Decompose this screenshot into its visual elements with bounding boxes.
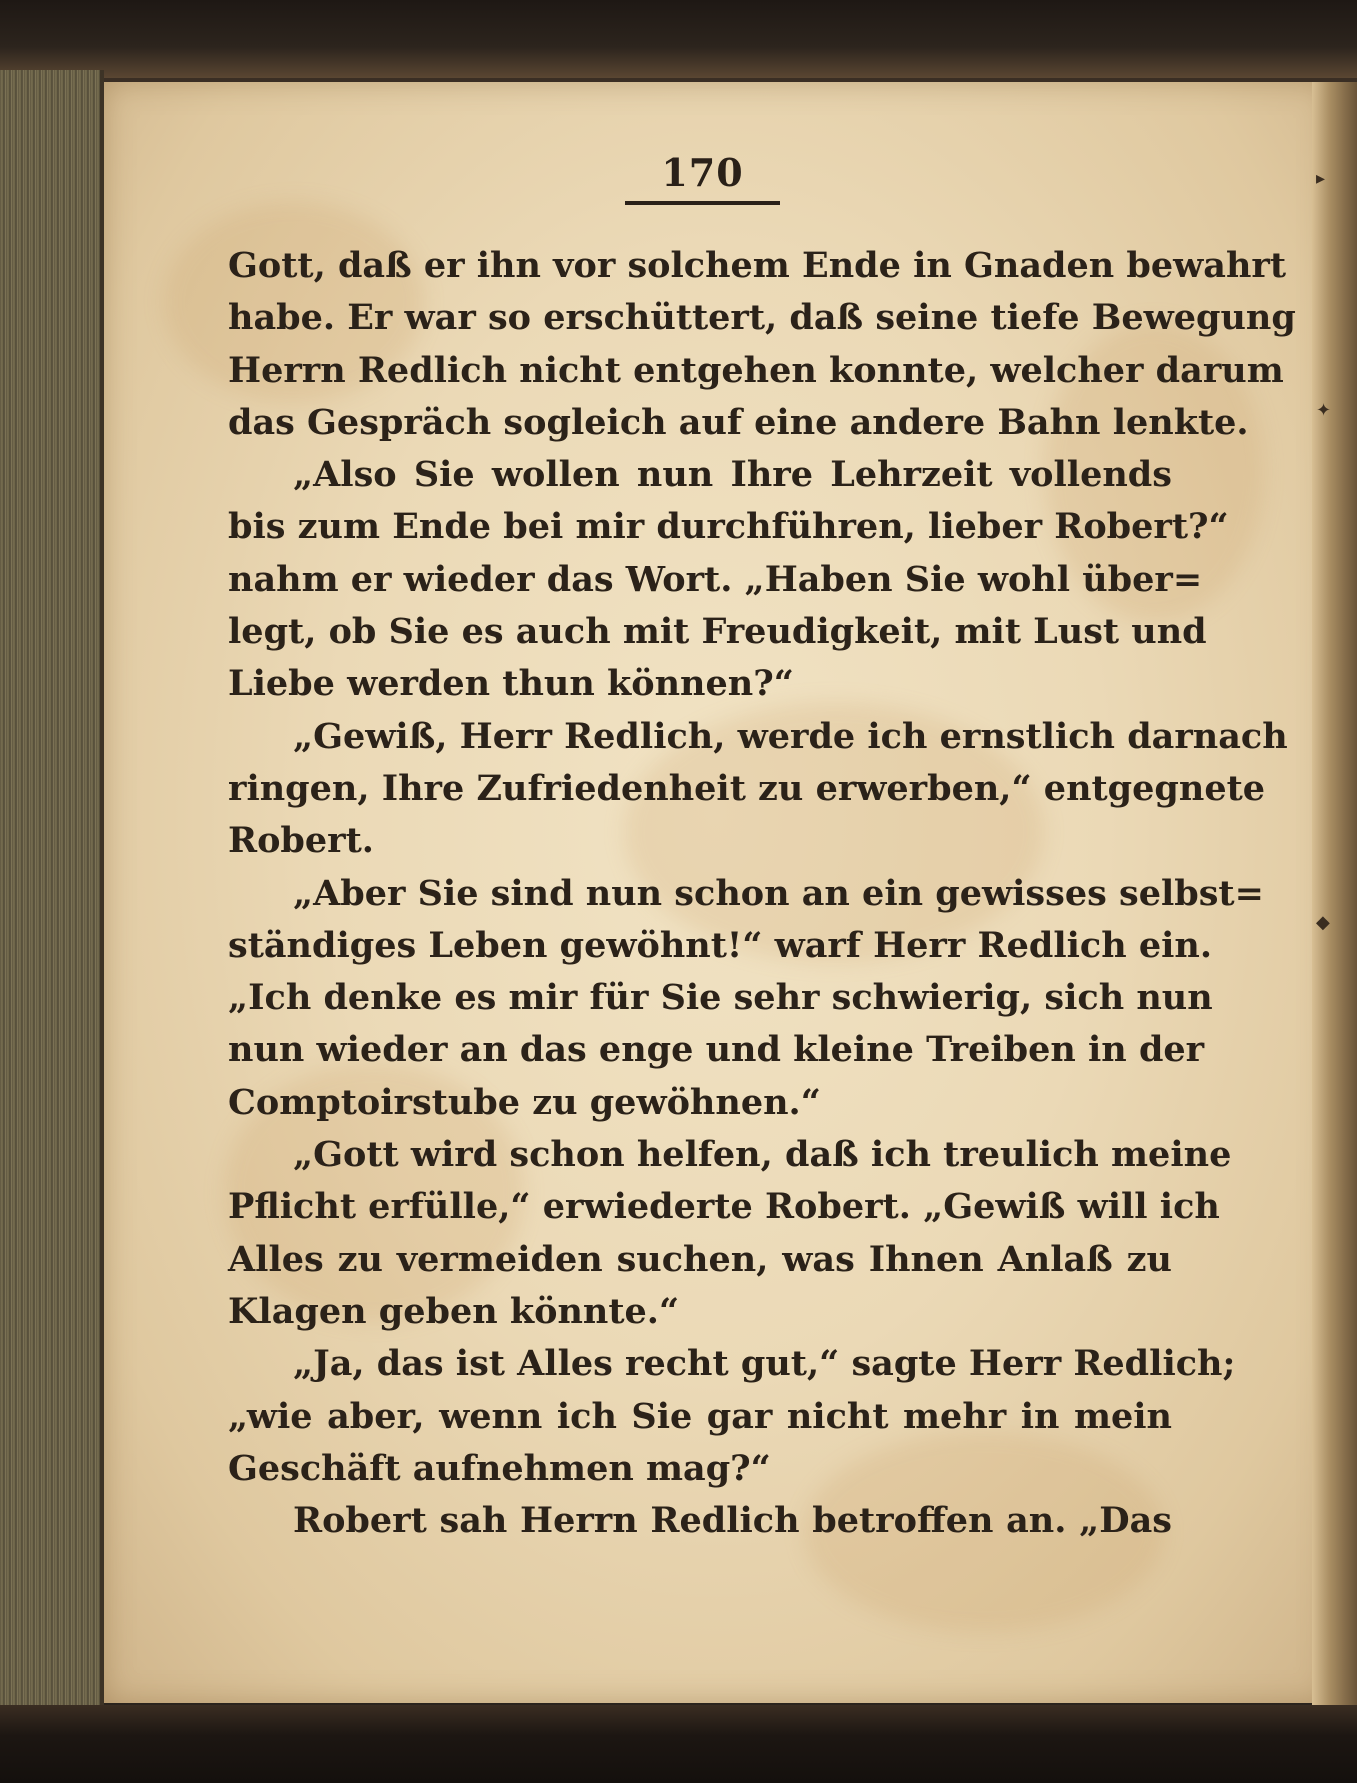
text-line: Alles zu vermeiden suchen, was Ihnen Anlaß zu <box>228 1238 1172 1280</box>
margin-mark: ▸ <box>1316 168 1326 189</box>
text-line: „Gott wird schon helfen, daß ich treulich meine <box>293 1134 1232 1176</box>
margin-mark: ✦ <box>1316 400 1332 421</box>
body-text <box>228 240 1296 1547</box>
text-line: „Ich denke es mir für Sie sehr schwierig, sich nun <box>228 977 1213 1019</box>
text-line: Pflicht erfülle,“ erwiederte Robert. „Gewiß will ich <box>228 1186 1220 1228</box>
text-line: Liebe werden thun können?“ <box>228 663 794 705</box>
text-line: „Ja, das ist Alles recht gut,“ sagte Herr Redlich; <box>293 1343 1236 1385</box>
text-line: nun wieder an das enge und kleine Treiben in der <box>228 1029 1205 1071</box>
page-number: 170 <box>661 150 744 195</box>
text-line: nahm er wieder das Wort. „Haben Sie wohl über= <box>228 558 1203 600</box>
text-line: Comptoirstube zu gewöhnen.“ <box>228 1081 821 1123</box>
text-line: habe. Er war so erschüttert, daß seine tiefe Bewegung <box>228 297 1296 339</box>
margin-mark: ◆ <box>1316 912 1330 933</box>
page-number-rule <box>625 201 780 205</box>
text-line: Robert sah Herrn Redlich betroffen an. „Das <box>293 1500 1172 1542</box>
text-line: „Also Sie wollen nun Ihre Lehrzeit vollends <box>293 454 1172 496</box>
text-line: Klagen geben könnte.“ <box>228 1290 680 1332</box>
book-gutter <box>1312 82 1357 1707</box>
text-line: „Aber Sie sind nun schon an ein gewisses selbst= <box>293 872 1264 914</box>
text-line: Gott, daß er ihn vor solchem Ende in Gnaden bewahrt <box>228 245 1286 286</box>
book-top-edge <box>0 0 1357 78</box>
text-line: „Gewiß, Herr Redlich, werde ich ernstlich darnach <box>293 715 1288 757</box>
book-bottom-edge <box>0 1705 1357 1783</box>
text-line: Herrn Redlich nicht entgehen konnte, welcher darum <box>228 349 1284 391</box>
text-line: bis zum Ende bei mir durchführen, lieber Robert?“ <box>228 506 1229 548</box>
page-edges <box>0 70 104 1715</box>
text-line: ständiges Leben gewöhnt!“ warf Herr Redlich ein. <box>228 924 1213 966</box>
text-line: „wie aber, wenn ich Sie gar nicht mehr in mein <box>228 1395 1172 1437</box>
text-line: Geschäft aufnehmen mag?“ <box>228 1447 771 1489</box>
text-line: Robert. <box>228 820 374 862</box>
text-line: das Gespräch sogleich auf eine andere Bahn lenkte. <box>228 401 1249 443</box>
text-line: ringen, Ihre Zufriedenheit zu erwerben,“ entgegnete <box>228 767 1266 809</box>
text-line: legt, ob Sie es auch mit Freudigkeit, mit Lust und <box>228 611 1207 653</box>
